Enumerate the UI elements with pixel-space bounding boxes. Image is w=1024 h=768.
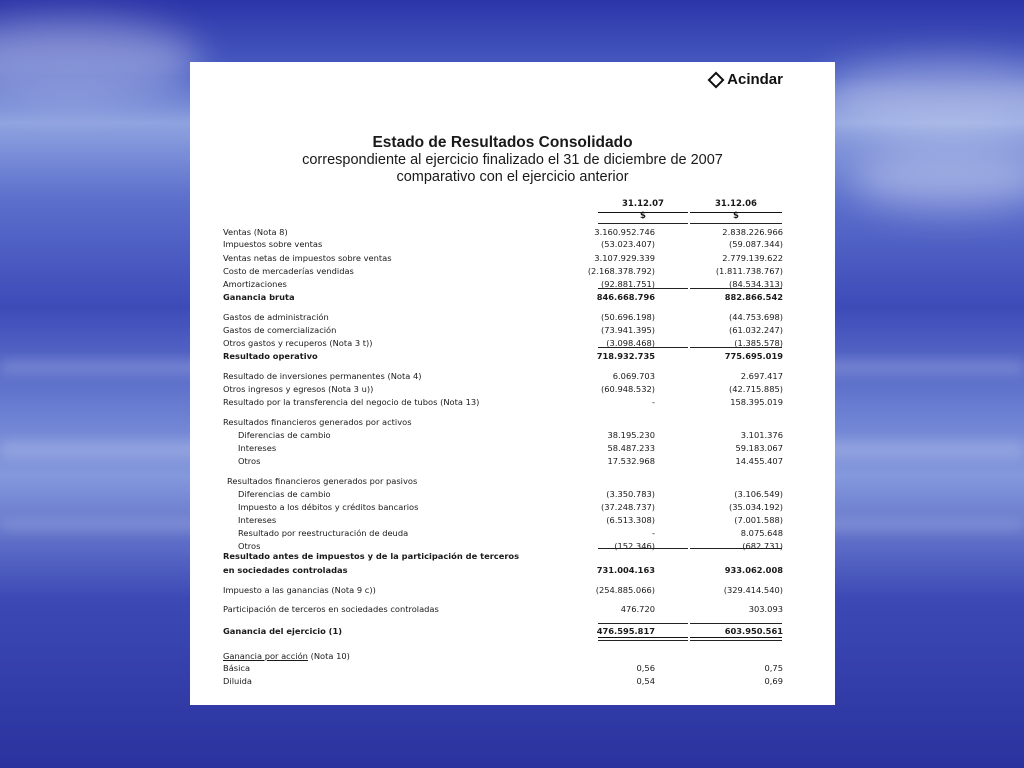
row-label-text: Resultado por reestructuración de deuda [238,528,409,538]
row-label-text: Diluida [223,676,252,686]
row-label [238,442,276,454]
row-label [223,564,348,576]
table-row [223,324,783,336]
value-2006: (84.534.313) [729,279,783,289]
row-label-text: en sociedades controladas [223,565,348,575]
value-2006: (7.001.588) [734,515,783,525]
table-row [223,584,783,596]
row-label-text: Ventas (Nota 8) [223,227,288,237]
table-row [223,429,783,441]
value-2007: 38.195.230 [607,430,655,440]
table-row [223,603,783,615]
value-2007: 846.668.796 [596,292,655,302]
value-2007: 58.487.233 [607,443,655,453]
row-label [223,383,373,395]
value-2006: (35.034.192) [729,502,783,512]
column-date-a: 31.12.07 [622,199,664,209]
value-2006: 0,75 [764,663,783,673]
value-2007: 476.595.817 [596,626,655,636]
value-2007: 731.004.163 [596,565,655,575]
table-row [223,527,783,539]
diamond-icon [708,71,725,88]
value-2006: 3.101.376 [740,430,783,440]
column-header-2006 [690,199,782,221]
value-2007: (3.098.468) [606,338,655,348]
total-double-line [690,637,782,638]
table-row [223,550,783,562]
value-2006: (59.087.344) [729,239,783,249]
table-row [223,475,783,487]
row-label-text: Otros gastos y recuperos (Nota 3 t)) [223,338,373,348]
value-2006: 603.950.561 [724,626,783,636]
value-2006: 59.183.067 [735,443,783,453]
value-2007: (6.513.308) [606,515,655,525]
value-2006: 8.075.648 [740,528,783,538]
value-2007: (37.248.737) [601,502,655,512]
table-row [223,252,783,264]
value-2007: (254.885.066) [595,585,655,595]
value-2006: (61.032.247) [729,325,783,335]
row-label-text: Ganancia por acción [223,651,308,661]
table-row [223,226,783,238]
value-2006: 2.838.226.966 [722,227,783,237]
total-double-line [690,640,782,641]
column-currency-b: $ [733,211,739,221]
title-main: Estado de Resultados Consolidado [372,134,633,151]
row-label [223,662,250,674]
value-2007: - [652,528,655,538]
cloud-shape [0,20,200,100]
row-label-text: Ganancia del ejercicio (1) [223,626,343,636]
value-2007: - [652,397,655,407]
value-2007: 476.720 [620,604,655,614]
column-date-b: 31.12.06 [715,199,757,209]
row-label [223,625,342,637]
row-label [223,311,329,323]
table-row [223,383,783,395]
value-2006: 2.697.417 [740,371,783,381]
value-2006: 0,69 [764,676,783,686]
subtotal-line [598,288,688,289]
row-label-text: Impuestos sobre ventas [223,239,323,249]
value-2007: 17.532.968 [607,456,655,466]
row-label [238,514,276,526]
row-label-text: Intereses [238,515,277,525]
table-row [223,370,783,382]
column-currency-a: $ [640,211,646,221]
table-row [223,501,783,513]
row-label-text: Resultado antes de impuestos y de la participación de terceros [223,551,520,561]
table-row [223,675,783,687]
column-header-2007 [598,199,688,221]
value-2007: (60.948.532) [601,384,655,394]
row-label-text: Ventas netas de impuestos sobre ventas [223,253,392,263]
header-divider [690,212,782,213]
row-label [223,416,412,428]
table-row [223,291,783,303]
row-label-text: Resultado operativo [223,351,318,361]
table-row [223,265,783,277]
table-row [223,416,783,428]
value-2006: 882.866.542 [724,292,783,302]
financial-statement-page [190,62,835,705]
row-label-text: Resultados financieros generados por pasivos [227,476,418,486]
total-double-line [598,637,688,638]
row-label [223,252,392,264]
row-label [238,488,331,500]
row-label-text: Otros [238,456,261,466]
row-label [223,350,318,362]
header-divider [690,223,782,224]
value-2007: 0,54 [636,676,655,686]
subtotal-line [598,347,688,348]
value-2006: (3.106.549) [734,489,783,499]
total-line [598,623,688,624]
value-2006: 2.779.139.622 [722,253,783,263]
subtotal-line [690,288,782,289]
row-label-text: Amortizaciones [223,279,287,289]
row-label [238,501,418,513]
value-2007: 718.932.735 [596,351,655,361]
table-row [223,514,783,526]
value-2006: 158.395.019 [730,397,783,407]
statement-title [190,134,835,186]
row-label-text: Costo de mercaderías vendidas [223,266,354,276]
row-label-text: Gastos de comercialización [223,325,337,335]
total-double-line [598,640,688,641]
value-2006: (682.731) [742,541,783,551]
value-2007: (53.023.407) [601,239,655,249]
table-row [223,625,783,637]
title-line-2: correspondiente al ejercicio finalizado el 31 de diciembre de 2007 [302,152,723,168]
logo-text: Acindar [727,71,783,88]
row-label [223,238,322,250]
row-label-suffix: (Nota 10) [307,651,350,661]
table-row [223,350,783,362]
value-2007: (2.168.378.792) [587,266,655,276]
row-label [223,550,519,562]
row-label-text: Otros [238,541,261,551]
value-2006: 14.455.407 [735,456,783,466]
row-label [223,226,288,238]
table-row [223,564,783,576]
value-2006: (1.385.578) [734,338,783,348]
row-label [223,324,336,336]
cloud-shape [850,150,1024,210]
table-row [223,442,783,454]
row-label [223,603,439,615]
row-label-text: Impuesto a los débitos y créditos bancarios [238,502,419,512]
row-label [223,675,252,687]
row-label [223,337,373,349]
row-label-text: Diferencias de cambio [238,430,331,440]
row-label [223,650,350,662]
total-line [690,623,782,624]
value-2007: 3.160.952.746 [594,227,655,237]
row-label [223,370,421,382]
value-2007: (50.696.198) [601,312,655,322]
row-label [238,527,408,539]
value-2006: 933.062.008 [724,565,783,575]
value-2007: (92.881.751) [601,279,655,289]
row-label [227,475,417,487]
table-row [223,650,783,662]
value-2006: (1.811.738.767) [715,266,783,276]
row-label-text: Participación de terceros en sociedades controladas [223,604,439,614]
table-row [223,488,783,500]
company-logo [710,71,783,88]
row-label-text: Resultados financieros generados por activos [223,417,412,427]
value-2007: (152.346) [614,541,655,551]
row-label-text: Resultado por la transferencia del negocio de tubos (Nota 13) [223,397,480,407]
row-label-text: Intereses [238,443,277,453]
cloud-shape [820,60,1024,130]
value-2007: 6.069.703 [612,371,655,381]
table-row [223,662,783,674]
row-label-text: Otros ingresos y egresos (Nota 3 u)) [223,384,374,394]
row-label-text: Gastos de administración [223,312,329,322]
value-2007: 0,56 [636,663,655,673]
row-label [238,455,260,467]
row-label-text: Básica [223,663,251,673]
row-label-text: Ganancia bruta [223,292,295,302]
value-2007: (73.941.395) [601,325,655,335]
value-2007: (3.350.783) [606,489,655,499]
value-2006: (329.414.540) [723,585,783,595]
table-row [223,311,783,323]
row-label [223,396,479,408]
row-label-text: Diferencias de cambio [238,489,331,499]
row-label-text: Impuesto a las ganancias (Nota 9 c)) [223,585,376,595]
subtotal-line [690,548,782,549]
header-divider [598,223,688,224]
subtotal-line [598,548,688,549]
value-2006: 775.695.019 [724,351,783,361]
subtotal-line [690,347,782,348]
value-2007: 3.107.929.339 [594,253,655,263]
row-label [223,265,354,277]
value-2006: (44.753.698) [729,312,783,322]
row-label [223,278,287,290]
row-label-text: Resultado de inversiones permanentes (Nota 4) [223,371,422,381]
row-label [238,429,331,441]
value-2006: 303.093 [748,604,783,614]
row-label [223,291,295,303]
table-row [223,238,783,250]
header-divider [598,212,688,213]
table-row [223,396,783,408]
title-line-3: comparativo con el ejercicio anterior [396,169,629,185]
value-2006: (42.715.885) [729,384,783,394]
row-label [223,584,376,596]
table-row [223,455,783,467]
